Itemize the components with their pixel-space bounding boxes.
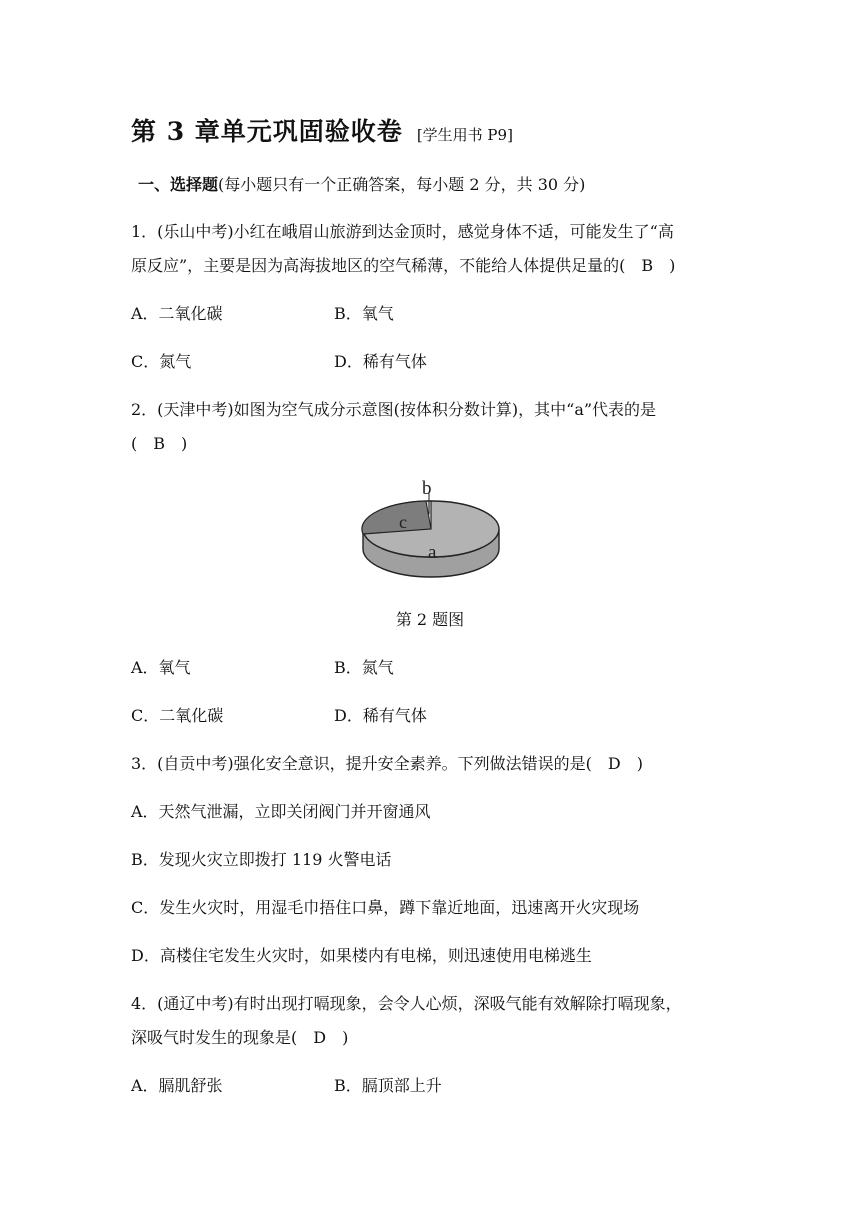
page-title — [131, 112, 513, 148]
section-heading-note: (每小题只有一个正确答案，每小题 2 分，共 30 分) — [218, 175, 586, 194]
section-heading-label: 一、选择题 — [138, 175, 219, 194]
q4-stem-line-1: 4．(通辽中考)有时出现打嗝现象，会令人心烦，深吸气能有效解除打嗝现象， — [131, 994, 682, 1013]
pie-slice-c — [362, 501, 431, 534]
q4-stem-line-2: 深吸气时发生的现象是( D ) — [131, 1028, 349, 1047]
q3-stem-line-1: 3．(自贡中考)强化安全意识，提升安全素养。下列做法错误的是( D ) — [131, 754, 643, 773]
section-heading — [138, 172, 585, 195]
q2-figure-caption: 第 2 题图 — [395, 610, 465, 629]
q2-stem-line-1: 2．(天津中考)如图为空气成分示意图(按体积分数计算)，其中“a”代表的是 — [131, 400, 657, 419]
q1-option-c: C．氮气 — [131, 352, 192, 371]
air-composition-pie-figure — [356, 474, 506, 586]
q2-option-b: B．氮气 — [334, 658, 394, 677]
pie-label-c: c — [399, 512, 407, 532]
title-text: 第 3 章单元巩固验收卷 — [131, 117, 403, 146]
q3-option-a: A．天然气泄漏，立即关闭阀门并开窗通风 — [131, 802, 431, 821]
q2-stem-line-2: ( B ) — [131, 434, 188, 453]
q2-option-d: D．稀有气体 — [334, 706, 427, 725]
q2-option-a: A．氧气 — [131, 658, 191, 677]
q2-option-c: C．二氧化碳 — [131, 706, 224, 725]
pie-label-b: b — [422, 478, 432, 499]
q1-stem-line-2: 原反应”，主要是因为高海拔地区的空气稀薄，不能给人体提供足量的( B ) — [131, 256, 676, 275]
q3-option-b: B．发现火灾立即拨打 119 火警电话 — [131, 850, 392, 869]
pie-label-a: a — [428, 542, 437, 563]
q4-option-a: A．膈肌舒张 — [131, 1076, 223, 1095]
q1-option-a: A．二氧化碳 — [131, 304, 223, 323]
q1-option-d: D．稀有气体 — [334, 352, 427, 371]
q1-option-b: B．氧气 — [334, 304, 394, 323]
q3-option-c: C．发生火灾时，用湿毛巾捂住口鼻，蹲下靠近地面，迅速离开火灾现场 — [131, 898, 640, 917]
title-reference: [学生用书 P9] — [416, 126, 513, 144]
q1-stem-line-1: 1．(乐山中考)小红在峨眉山旅游到达金顶时，感觉身体不适，可能发生了“高 — [131, 222, 674, 241]
q3-option-d: D．高楼住宅发生火灾时，如果楼内有电梯，则迅速使用电梯逃生 — [131, 946, 592, 965]
q4-option-b: B．膈顶部上升 — [334, 1076, 442, 1095]
